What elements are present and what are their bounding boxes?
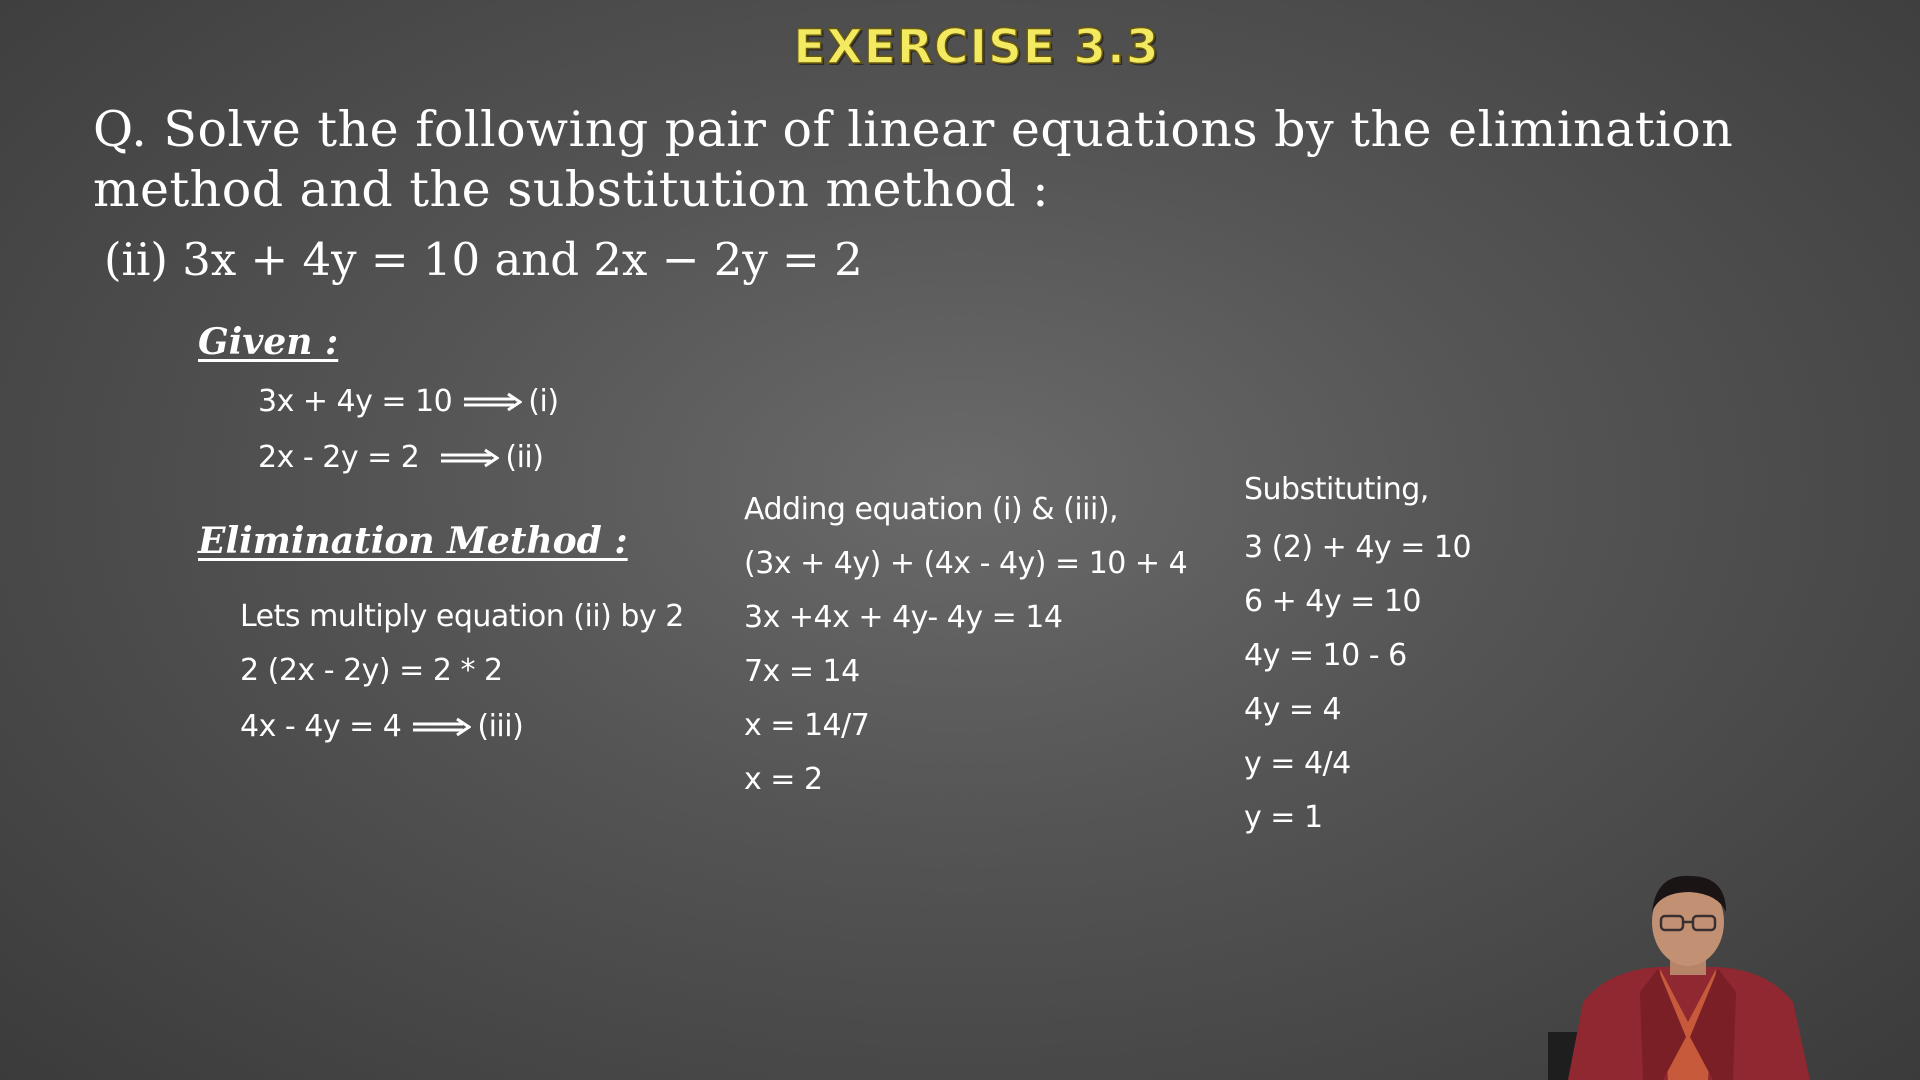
- question-text: Q. Solve the following pair of linear equations by the elimination method and the substitution method :: [93, 101, 1734, 218]
- substituting-line-7: y = 1: [1244, 800, 1323, 835]
- presenter-video: [1548, 872, 1828, 1080]
- given-equation-2-ref: (ii): [505, 440, 544, 475]
- given-equation-1: [258, 384, 559, 420]
- adding-line-2: (3x + 4y) + (4x - 4y) = 10 + 4: [744, 546, 1188, 581]
- substituting-line-2: 3 (2) + 4y = 10: [1244, 530, 1472, 565]
- adding-line-5: x = 14/7: [744, 708, 870, 743]
- given-equation-2-text: 2x - 2y = 2: [258, 440, 420, 475]
- substituting-line-6: y = 4/4: [1244, 746, 1351, 781]
- exercise-title: EXERCISE 3.3: [793, 20, 1160, 75]
- substituting-line-4: 4y = 10 - 6: [1244, 638, 1407, 673]
- elimination-line-3-text: 4x - 4y = 4: [240, 709, 402, 744]
- substituting-line-1: Substituting,: [1244, 472, 1429, 507]
- given-equation-2: [258, 440, 543, 476]
- elimination-line-3: [240, 709, 523, 745]
- elimination-heading: Elimination Method :: [198, 520, 628, 562]
- given-equation-1-text: 3x + 4y = 10: [258, 384, 453, 419]
- given-equation-1-ref: (i): [528, 384, 559, 419]
- adding-line-6: x = 2: [744, 762, 823, 797]
- adding-line-1: Adding equation (i) & (iii),: [744, 492, 1119, 527]
- sub-question-text: (ii) 3x + 4y = 10 and 2x − 2y = 2: [104, 233, 863, 286]
- substituting-line-5: 4y = 4: [1244, 692, 1342, 727]
- long-arrow-icon: [464, 385, 522, 420]
- adding-line-4: 7x = 14: [744, 654, 860, 689]
- given-heading: Given :: [198, 321, 339, 363]
- long-arrow-icon: [441, 441, 499, 476]
- adding-line-3: 3x +4x + 4y- 4y = 14: [744, 600, 1063, 635]
- presenter-image: [1548, 872, 1828, 1080]
- elimination-line-1: Lets multiply equation (ii) by 2: [240, 599, 684, 634]
- long-arrow-icon: [413, 710, 471, 745]
- elimination-line-2: 2 (2x - 2y) = 2 * 2: [240, 653, 503, 688]
- substituting-line-3: 6 + 4y = 10: [1244, 584, 1422, 619]
- elimination-line-3-ref: (iii): [477, 709, 524, 744]
